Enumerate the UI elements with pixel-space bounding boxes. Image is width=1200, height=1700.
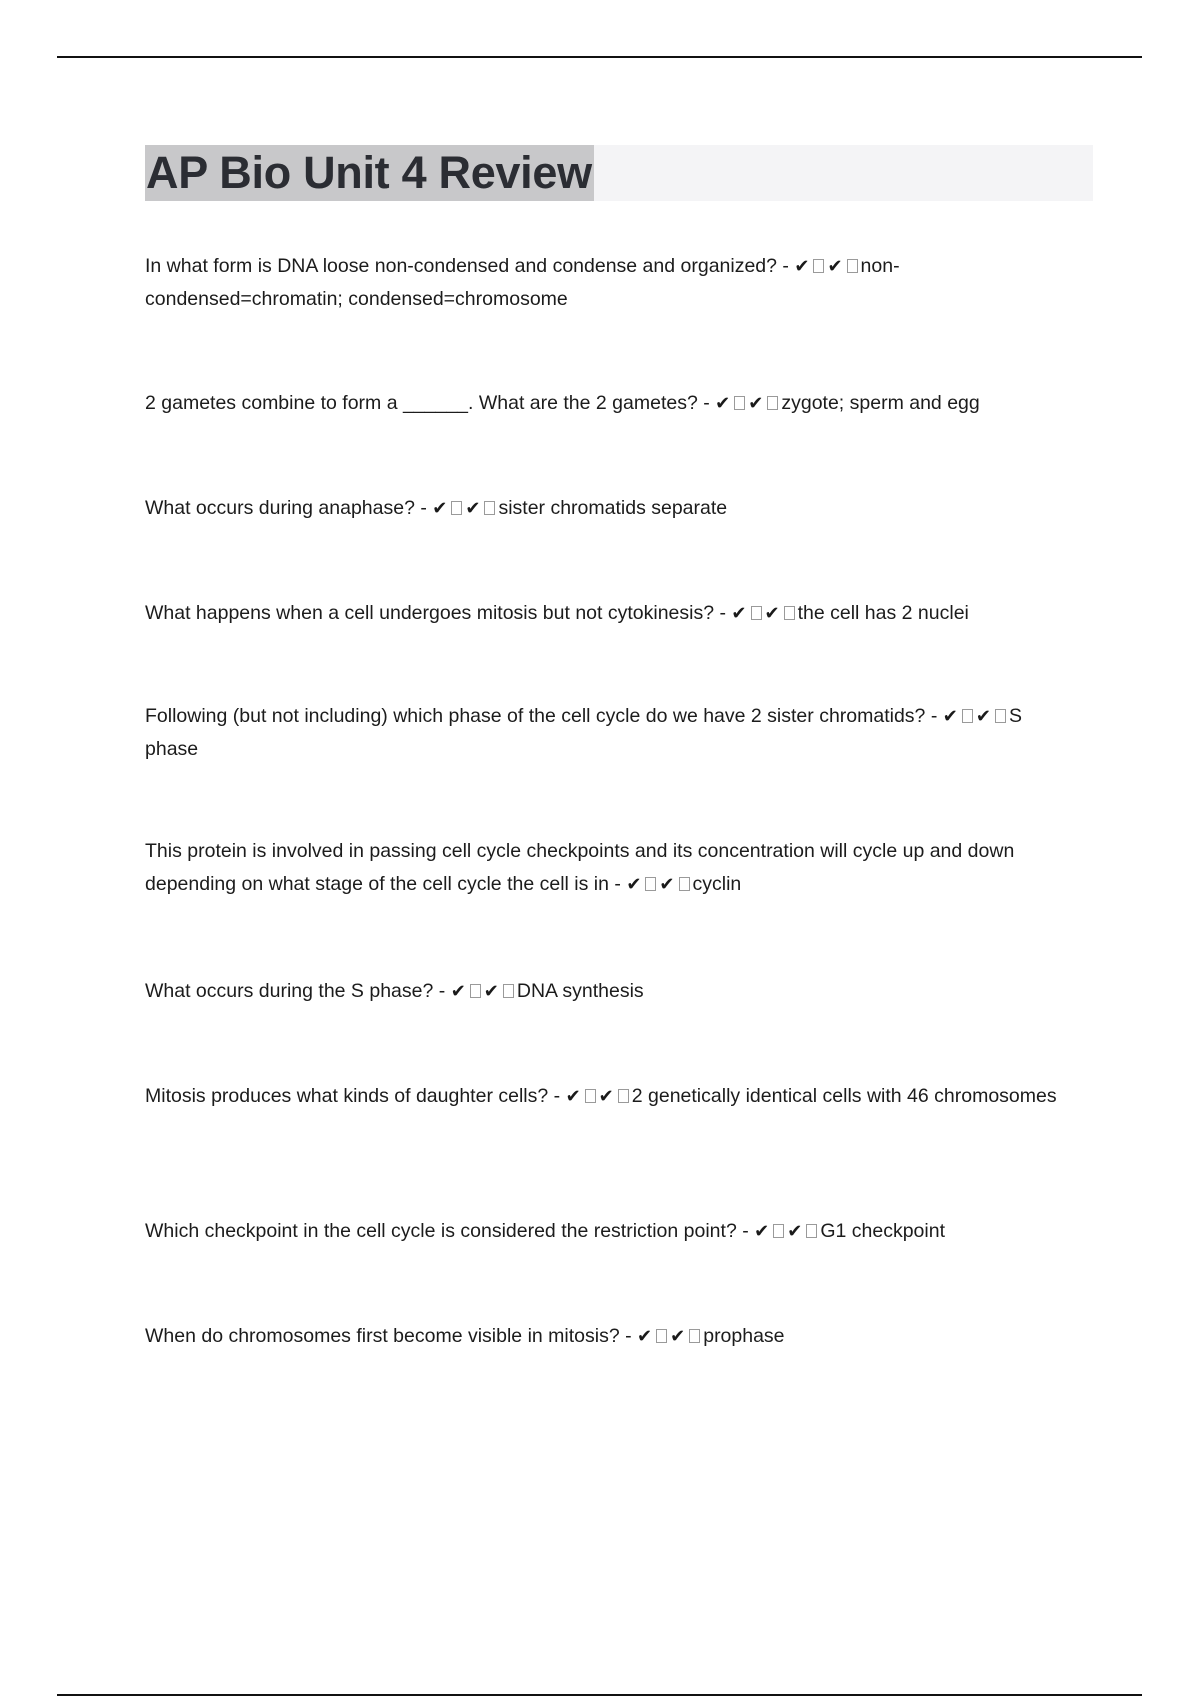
check-icon: ✔ xyxy=(731,603,747,624)
check-icon: ✔ xyxy=(626,874,642,895)
question-text: 2 gametes combine to form a ______. What are the 2 gametes? xyxy=(145,392,698,414)
question-text: Mitosis produces what kinds of daughter cells? xyxy=(145,1085,549,1107)
missing-glyph-box-icon xyxy=(484,501,495,515)
qa-item xyxy=(145,387,1080,420)
missing-glyph-box-icon xyxy=(995,709,1006,723)
answer-text: prophase xyxy=(703,1325,785,1347)
qa-item xyxy=(145,1080,1080,1113)
missing-glyph-box-icon xyxy=(585,1089,596,1103)
missing-glyph-box-icon xyxy=(689,1329,700,1343)
missing-glyph-box-icon xyxy=(679,877,690,891)
check-icon: ✔ xyxy=(565,1086,581,1107)
question-text: In what form is DNA loose non-condensed and condense and organized? xyxy=(145,255,777,277)
check-icon: ✔ xyxy=(483,981,499,1002)
separator: - xyxy=(777,255,795,277)
answer-text: 2 genetically identical cells with 46 chromosomes xyxy=(631,1085,1057,1107)
answer-text: sister chromatids separate xyxy=(498,497,728,519)
check-icon: ✔ xyxy=(670,1326,686,1347)
check-icon: ✔ xyxy=(598,1086,614,1107)
missing-glyph-box-icon xyxy=(962,709,973,723)
missing-glyph-box-icon xyxy=(734,396,745,410)
qa-item xyxy=(145,700,1080,766)
check-icon: ✔ xyxy=(748,393,764,414)
question-text: What happens when a cell undergoes mitosis but not cytokinesis? xyxy=(145,602,715,624)
check-icon: ✔ xyxy=(827,256,843,277)
missing-glyph-box-icon xyxy=(767,396,778,410)
separator: - xyxy=(736,1220,755,1242)
missing-glyph-box-icon xyxy=(656,1329,667,1343)
missing-glyph-box-icon xyxy=(847,259,858,273)
missing-glyph-box-icon xyxy=(784,606,795,620)
answer-text: the cell has 2 nuclei xyxy=(797,602,969,624)
qa-item xyxy=(145,835,1080,901)
top-rule xyxy=(57,56,1142,58)
separator: - xyxy=(925,705,943,727)
qa-item xyxy=(145,597,1080,630)
qa-item xyxy=(145,250,1080,316)
check-icon: ✔ xyxy=(787,1221,803,1242)
check-icon: ✔ xyxy=(715,393,731,414)
separator: - xyxy=(414,497,433,519)
check-icon: ✔ xyxy=(754,1221,770,1242)
missing-glyph-box-icon xyxy=(806,1224,817,1238)
separator: - xyxy=(697,392,716,414)
separator: - xyxy=(608,873,627,895)
qa-item xyxy=(145,1215,1080,1248)
qa-item xyxy=(145,1320,1080,1353)
question-text: Following (but not including) which phase of the cell cycle do we have 2 sister chromatids? xyxy=(145,705,926,727)
check-icon: ✔ xyxy=(764,603,780,624)
question-text: When do chromosomes first become visible in mitosis? xyxy=(145,1325,620,1347)
qa-item xyxy=(145,492,1080,525)
answer-text: non-condensed=chromatin; condensed=chromosome xyxy=(145,255,900,310)
missing-glyph-box-icon xyxy=(451,501,462,515)
missing-glyph-box-icon xyxy=(470,984,481,998)
missing-glyph-box-icon xyxy=(751,606,762,620)
document-title: AP Bio Unit 4 Review xyxy=(145,145,594,201)
check-icon: ✔ xyxy=(942,706,958,727)
answer-text: S phase xyxy=(145,705,1022,760)
check-icon: ✔ xyxy=(465,498,481,519)
separator: - xyxy=(619,1325,638,1347)
check-icon: ✔ xyxy=(450,981,466,1002)
check-icon: ✔ xyxy=(659,874,675,895)
answer-text: zygote; sperm and egg xyxy=(781,392,980,414)
qa-item xyxy=(145,975,1080,1008)
missing-glyph-box-icon xyxy=(645,877,656,891)
missing-glyph-box-icon xyxy=(773,1224,784,1238)
question-text: Which checkpoint in the cell cycle is considered the restriction point? xyxy=(145,1220,737,1242)
question-text: This protein is involved in passing cell cycle checkpoints and its concentration will cycle up and down depending on what stage of the cell cycle the cell is in xyxy=(145,840,1015,895)
check-icon: ✔ xyxy=(794,256,810,277)
check-icon: ✔ xyxy=(637,1326,653,1347)
missing-glyph-box-icon xyxy=(618,1089,629,1103)
separator: - xyxy=(548,1085,566,1107)
missing-glyph-box-icon xyxy=(813,259,824,273)
question-text: What occurs during anaphase? xyxy=(145,497,415,519)
answer-text: G1 checkpoint xyxy=(820,1220,945,1242)
missing-glyph-box-icon xyxy=(503,984,514,998)
answer-text: cyclin xyxy=(692,873,742,895)
answer-text: DNA synthesis xyxy=(516,980,644,1002)
check-icon: ✔ xyxy=(432,498,448,519)
separator: - xyxy=(433,980,451,1002)
separator: - xyxy=(714,602,732,624)
check-icon: ✔ xyxy=(975,706,991,727)
question-text: What occurs during the S phase? xyxy=(145,980,434,1002)
bottom-rule xyxy=(57,1694,1142,1696)
